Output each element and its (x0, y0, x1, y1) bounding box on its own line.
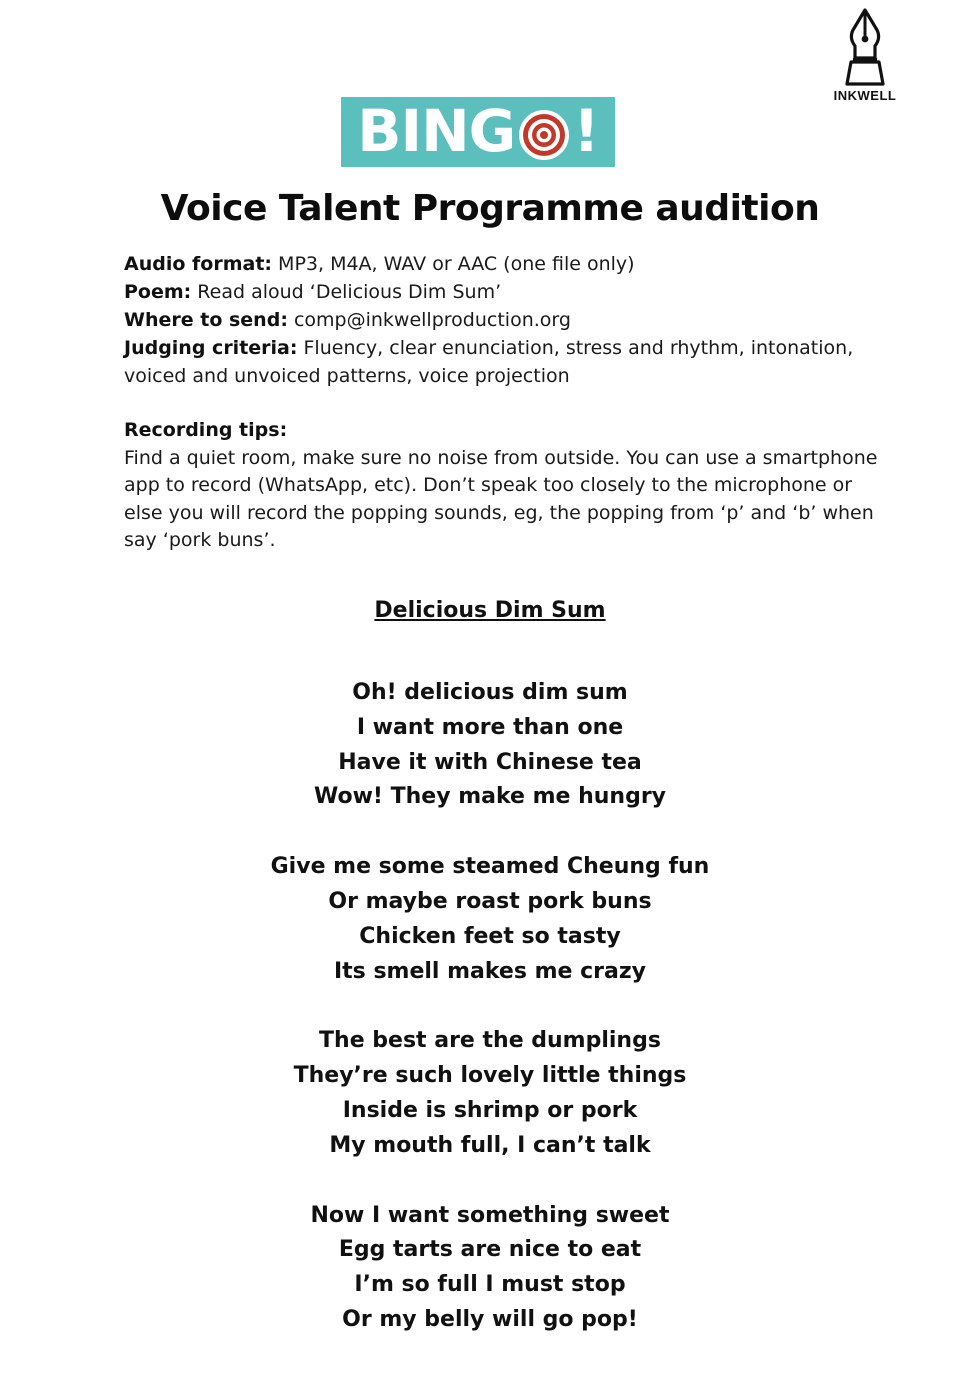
page-title: Voice Talent Programme audition (160, 188, 820, 229)
poem (0, 594, 980, 1373)
poem-line: Chicken feet so tasty (359, 923, 621, 949)
fountain-pen-nib-icon (839, 6, 891, 86)
detail-poem (124, 278, 884, 306)
detail-label: Where to send: (124, 309, 288, 331)
poem-line: I want more than one (356, 714, 624, 740)
poem-line: My mouth full, I can’t talk (329, 1132, 651, 1158)
recording-tips-body: Find a quiet room, make sure no noise from outside. You can use a smartphone app to record (WhatsApp, etc). Don’t speak too closely to the microphone or else you will record the popping sounds, eg, the popping from ‘p’ and ‘b’ when say ‘pork buns’. (124, 446, 878, 551)
poem-line: They’re such lovely little things (293, 1063, 687, 1089)
poem-stanza (0, 850, 980, 989)
poem-line: Give me some steamed Cheung fun (270, 854, 710, 880)
poem-line: Now I want something sweet (310, 1202, 670, 1228)
detail-audio-format (124, 250, 884, 278)
detail-value: Read aloud ‘Delicious Dim Sum’ (191, 281, 502, 303)
bingo-word (357, 97, 599, 166)
detail-value: MP3, M4A, WAV or AAC (one file only) (272, 253, 635, 275)
inkwell-logo (826, 6, 904, 106)
detail-label: Judging criteria: (124, 337, 298, 359)
poem-stanza (0, 1199, 980, 1338)
poem-line: Egg tarts are nice to eat (338, 1237, 642, 1263)
poem-line: Inside is shrimp or pork (342, 1097, 638, 1123)
recording-tips-heading: Recording tips: (124, 419, 288, 441)
detail-label: Poem: (124, 281, 192, 303)
detail-where-to-send (124, 306, 884, 334)
poem-line: Oh! delicious dim sum (352, 680, 628, 705)
poem-line: Its smell makes me crazy (333, 958, 646, 984)
detail-value: comp@inkwellproduction.org (287, 309, 571, 331)
poem-line: I’m so full I must stop (354, 1272, 626, 1298)
poem-line: Have it with Chinese tea (338, 749, 642, 775)
inkwell-brand-name: INKWELL (833, 88, 897, 103)
bullseye-target-icon (517, 108, 571, 162)
poem-title: Delicious Dim Sum (374, 598, 606, 623)
detail-label: Audio format: (124, 253, 273, 275)
poem-line: Or my belly will go pop! (342, 1306, 638, 1332)
bingo-word-start: BING (357, 97, 516, 166)
audition-details (124, 250, 884, 390)
poem-line: Or maybe roast pork buns (328, 888, 652, 914)
recording-tips (124, 417, 884, 555)
poem-line: The best are the dumplings (319, 1028, 661, 1054)
poem-stanza (0, 1024, 980, 1163)
detail-value: Fluency, clear enunciation, stress and rhythm, intonation, voiced and unvoiced patterns, voice projection (124, 337, 854, 387)
bingo-word-end: ! (573, 97, 599, 166)
poem-stanza (0, 676, 980, 815)
detail-judging-criteria (124, 334, 884, 390)
poem-line: Wow! They make me hungry (313, 784, 667, 810)
bingo-banner (341, 97, 615, 167)
